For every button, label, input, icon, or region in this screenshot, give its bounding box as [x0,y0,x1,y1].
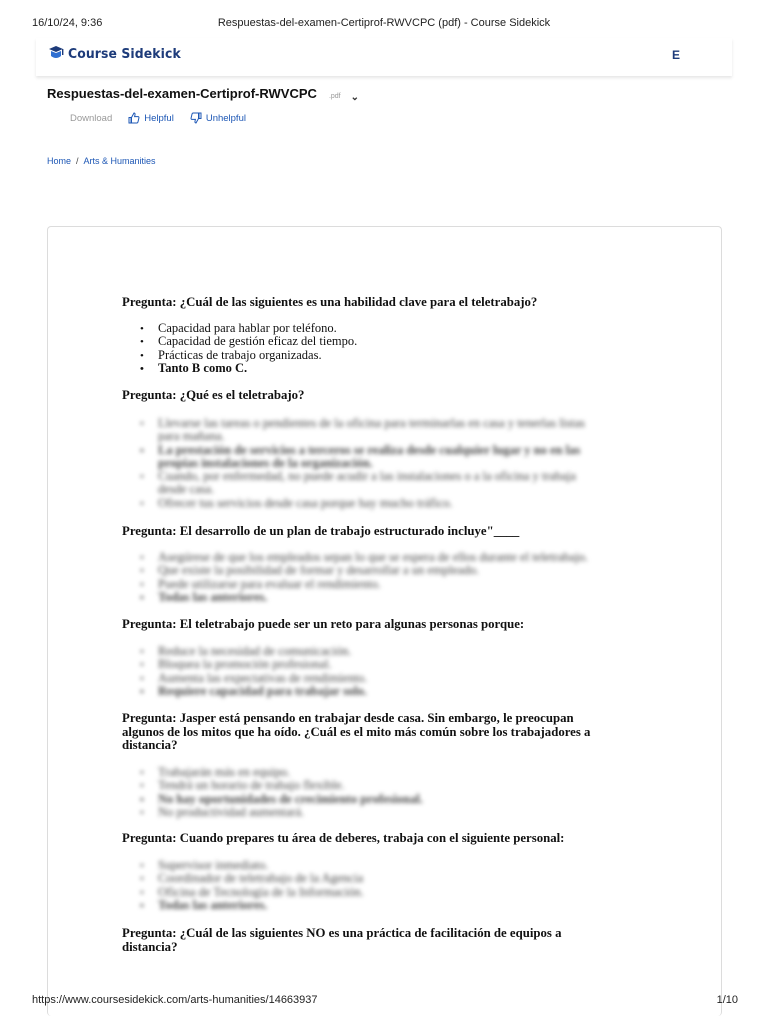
logo-icon [46,44,66,64]
option: • Asegúrese de que los empleados sepan lo que se espera de ellos durante el teletrabajo. [122,551,592,564]
helpful-label: Helpful [144,112,174,124]
chevron-down-icon[interactable]: ⌄ [350,92,360,103]
option-answer: • Todas las anteriores. [122,591,592,604]
logo-text: Course Sidekick [68,46,181,62]
option: • Trabajarán más en equipo. [122,766,592,779]
question: Pregunta: Cuando prepares tu área de deberes, trabaja con el siguiente personal: [122,831,565,845]
option-list-blurred [122,417,592,510]
option-answer: • Tanto B como C. [122,362,592,375]
question: Pregunta: ¿Cuál de las siguientes NO es una práctica de facilitación de equipos a distancia? [122,926,562,954]
thumbs-down-icon [190,112,202,124]
logo[interactable] [46,44,191,64]
option: • Capacidad de gestión eficaz del tiempo. [122,335,592,348]
option: • Que existe la posibilidad de formar y desarrollar a un empleado. [122,564,592,577]
option-answer: • Todas las anteriores. [122,899,592,912]
question: Pregunta: ¿Qué es el teletrabajo? [122,388,305,402]
site-header [36,38,732,76]
option-list-blurred [122,551,592,604]
option: • Puede utilizarse para evaluar el rendimiento. [122,578,592,591]
avatar[interactable]: E [671,48,680,62]
breadcrumb [47,156,156,166]
option: • Aumenta las expectativas de rendimiento. [122,672,592,685]
print-title: Respuestas-del-examen-Certiprof-RWVCPC (pdf) - Course Sidekick [217,17,551,29]
option: • Oficina de Tecnología de la Información. [122,886,592,899]
option: • Cuando, por enfermedad, no puede acudir a las instalaciones o a la oficina y trabaja desde casa. [122,470,592,497]
question: Pregunta: El desarrollo de un plan de trabajo estructurado incluye"____ [122,524,520,538]
option-list-blurred [122,766,592,819]
download-button[interactable]: Download [70,112,113,124]
print-datetime: 16/10/24, 9:36 [32,17,103,29]
unhelpful-label: Unhelpful [205,112,246,124]
option: • Tendrá un horario de trabajo flexible. [122,779,592,792]
option: • Llevarse las tareas o pendientes de la oficina para terminarlas en casa y tenerlas listas para mañana. [122,417,592,444]
option-list [122,322,592,375]
option-answer: • Requiere capacidad para trabajar solo. [122,685,592,698]
page-number: 1/10 [716,994,738,1006]
option: • Prácticas de trabajo organizadas. [122,349,592,362]
option: • Ofrecer tus servicios desde casa porque hay mucho tráfico. [122,497,592,510]
option: • No productividad aumentará. [122,806,592,819]
doc-title-row [47,86,359,101]
option-answer: • La prestación de servicios a terceros se realiza desde cualquier lugar y no en las propias instalaciones de la organización. [122,444,592,471]
option-answer: • No hay oportunidades de crecimiento profesional. [122,793,592,806]
helpful-button[interactable] [128,112,174,124]
file-extension: .pdf [328,93,341,100]
question: Pregunta: ¿Cuál de las siguientes es una habilidad clave para el teletrabajo? [122,295,538,309]
option: • Bloquea la promoción profesional. [122,658,592,671]
breadcrumb-separator: / [76,156,79,166]
option: • Capacidad para hablar por teléfono. [122,322,592,335]
doc-actions [70,112,246,124]
option: • Coordinador de teletrabajo de la Agencia [122,872,592,885]
thumbs-up-icon [128,112,140,124]
option: • Reduce la necesidad de comunicación. [122,645,592,658]
page-title: Respuestas-del-examen-Certiprof-RWVCPC [47,86,317,101]
option: • Supervisor inmediato. [122,859,592,872]
unhelpful-button[interactable] [190,112,246,124]
breadcrumb-category[interactable]: Arts & Humanities [83,156,156,166]
question: Pregunta: El teletrabajo puede ser un reto para algunas personas porque: [122,617,525,631]
print-url: https://www.coursesidekick.com/arts-humanities/14663937 [32,994,318,1006]
breadcrumb-home[interactable]: Home [47,156,72,166]
option-list-blurred [122,645,592,698]
question: Pregunta: Jasper está pensando en trabajar desde casa. Sin embargo, le preocupan algunos de los mitos que ha oído. ¿Cuál es el mito más común sobre los trabajadores a distancia? [122,711,591,752]
option-list-blurred [122,859,592,912]
